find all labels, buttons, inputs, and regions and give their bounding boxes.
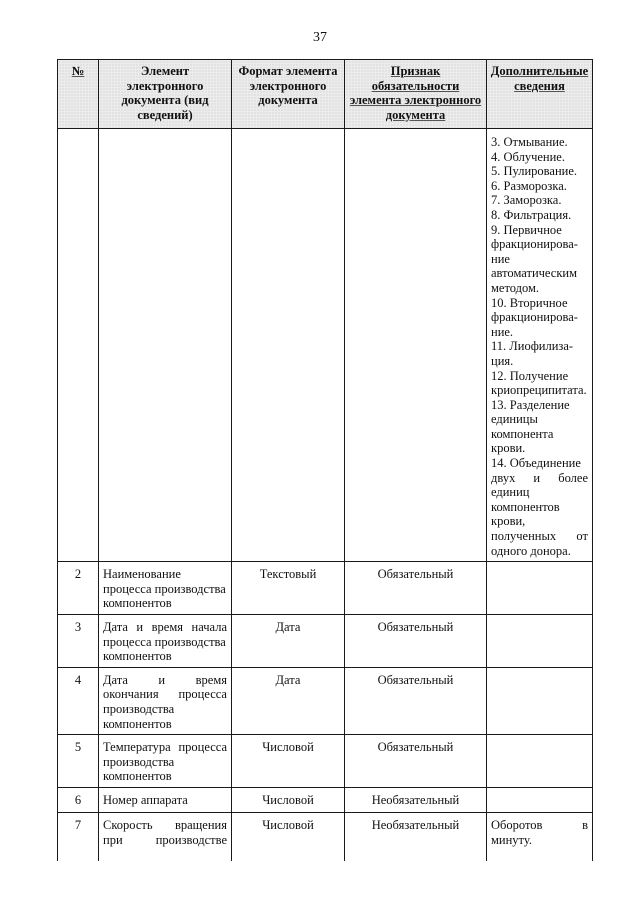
document-table (57, 59, 593, 861)
list-item: методом. (491, 280, 540, 295)
table-row (58, 667, 593, 734)
list-item: компонентов (491, 499, 560, 514)
table-header-row (58, 60, 593, 129)
row-number: 7 (58, 812, 99, 861)
table-row (58, 615, 593, 668)
list-item: 4. Облучение. (491, 149, 565, 164)
row-element: Температура процесса производства компонентов (99, 735, 232, 788)
list-item: компонента крови. (491, 426, 554, 456)
row-number: 3 (58, 615, 99, 668)
list-item: 9. Первичное (491, 222, 562, 237)
row-required: Обязательный (345, 562, 487, 615)
list-item: 6. Разморозка. (491, 178, 567, 193)
table-row (58, 735, 593, 788)
row-extra (487, 615, 593, 668)
header-required: Признак обязательности элемента электронного документа (345, 60, 487, 129)
list-item: одного донора. (491, 543, 571, 558)
row-required: Необязательный (345, 787, 487, 812)
row-element: Наименование процесса производства компонентов (99, 562, 232, 615)
header-additional: Дополнительные сведения (487, 60, 593, 129)
list-item: 13. Разделение (491, 397, 570, 412)
list-item: 10. Вторичное (491, 295, 568, 310)
cell-element (99, 129, 232, 562)
cell-number (58, 129, 99, 562)
list-item: автоматическим (491, 266, 578, 281)
row-number: 6 (58, 787, 99, 812)
list-item: фракционирова- (491, 237, 578, 252)
list-item: 8. Фильтрация. (491, 207, 572, 222)
list-item: 11. Лиофилиза- (491, 339, 574, 354)
table-row (58, 562, 593, 615)
list-item: 12. Получение (491, 368, 569, 383)
row-format: Числовой (232, 812, 345, 861)
list-item: фракционирова- (491, 310, 578, 325)
row-required: Необязательный (345, 812, 487, 861)
row-extra (487, 735, 593, 788)
row-format: Текстовый (232, 562, 345, 615)
header-number: № (58, 60, 99, 129)
row-extra: Оборотов в минуту. (487, 812, 593, 861)
list-item: криопреципитата. (491, 383, 587, 398)
row-extra (487, 787, 593, 812)
row-element: Скорость вращения при производстве (99, 812, 232, 861)
table-row (58, 787, 593, 812)
cell-format (232, 129, 345, 562)
list-item: 7. Заморозка. (491, 193, 562, 208)
row-format: Числовой (232, 787, 345, 812)
list-item: единиц (491, 485, 530, 500)
row-format: Дата (232, 615, 345, 668)
list-item: крови, (491, 514, 526, 529)
table-row (58, 812, 593, 861)
row-required: Обязательный (345, 615, 487, 668)
list-item: полученных от (491, 529, 588, 544)
cell-additional (487, 129, 593, 562)
list-item: двух и более (491, 470, 588, 485)
row-element: Дата и время окончания процесса производства компонентов (99, 667, 232, 734)
table-row-continuation (58, 129, 593, 562)
row-extra (487, 667, 593, 734)
row-format: Дата (232, 667, 345, 734)
page-number: 37 (313, 30, 327, 45)
row-number: 5 (58, 735, 99, 788)
row-element: Дата и время начала процесса производства компонентов (99, 615, 232, 668)
list-item: ция. (491, 353, 514, 368)
row-extra (487, 562, 593, 615)
list-item: единицы (491, 412, 538, 427)
row-required: Обязательный (345, 667, 487, 734)
list-item: 14. Объединение (491, 456, 581, 471)
list-item: ние (491, 251, 510, 266)
row-format: Числовой (232, 735, 345, 788)
list-item: ние. (491, 324, 514, 339)
row-number: 4 (58, 667, 99, 734)
cell-required (345, 129, 487, 562)
row-number: 2 (58, 562, 99, 615)
header-element: Элемент электронного документа (вид сведений) (99, 60, 232, 129)
list-item: 5. Пулирование. (491, 164, 577, 179)
list-item: 3. Отмывание. (491, 135, 568, 149)
row-required: Обязательный (345, 735, 487, 788)
row-element: Номер аппарата (99, 787, 232, 812)
header-format: Формат элемента электронного документа (232, 60, 345, 129)
